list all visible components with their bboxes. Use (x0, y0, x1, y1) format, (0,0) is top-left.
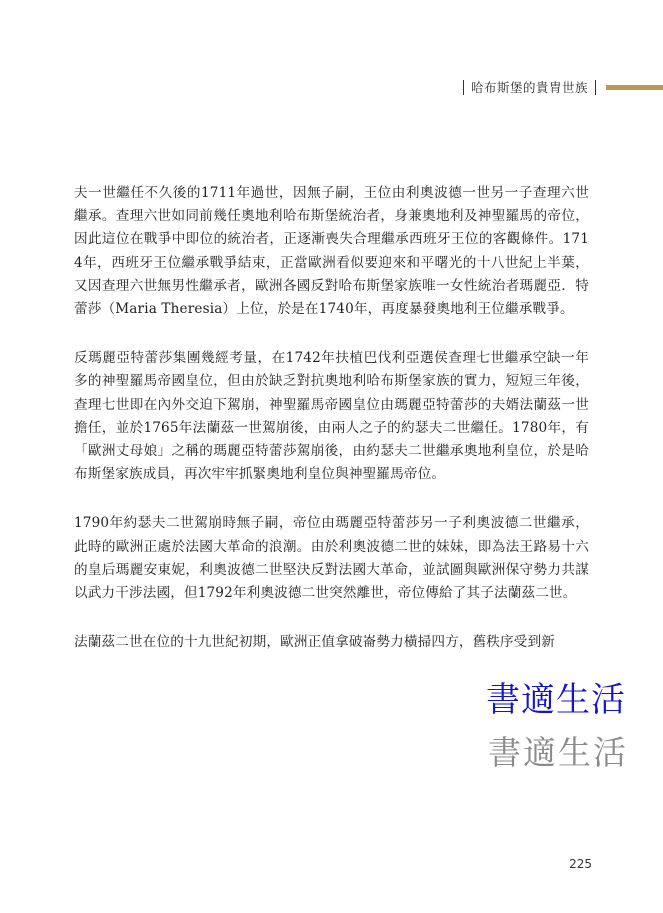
watermark-secondary: 書適生活 (488, 733, 628, 772)
body-text (74, 182, 589, 680)
paragraph-4: 法蘭茲二世在位的十九世紀初期，歐洲正值拿破崙勢力橫掃四方，舊秩序受到新 (74, 634, 556, 651)
page-number: 225 (569, 857, 592, 871)
running-header-title: 哈布斯堡的貴胄世族 (470, 80, 588, 95)
paragraph-1: 夫一世繼任不久後的1711年過世，因無子嗣，王位由利奧波德一世另一子查理六世繼承。查理六世如同前幾任奧地利哈布斯堡統治者，身兼奧地利及神聖羅馬的帝位，因此這位在戰爭中即位的統治者，正逐漸喪失合理繼承西班牙王位的客觀條件。1714年，西班牙王位繼承戰爭結束，正當歐洲看似要迎來和平曙光的十八世紀上半葉，又因查理六世無男性繼承者，歐洲各國反對哈布斯堡家族唯一女性統治者瑪麗亞．特蕾莎（Maria Theresia）上位，於是在1740年，再度暴發奧地利王位繼承戰爭。 (74, 185, 589, 318)
paragraph-3: 1790年約瑟夫二世駕崩時無子嗣，帝位由瑪麗亞特蕾莎另一子利奧波德二世繼承，此時的歐洲正處於法國大革命的浪潮。由於利奧波德二世的妹妹，即為法王路易十六的皇后瑪麗安東妮，利奧波德二世堅決反對法國大革命，並試圖與歐洲保守勢力共謀以武力干涉法國，但1792年利奧波德二世突然離世，帝位傳給了其子法蘭茲二世。 (74, 515, 589, 602)
running-header (463, 76, 663, 98)
paragraph-2: 反瑪麗亞特蕾莎集團幾經考量，在1742年扶植巴伐利亞選侯查理七世繼承空缺一年多的神聖羅馬帝國皇位，但由於缺乏對抗奧地利哈布斯堡家族的實力，短短三年後，查理七世即在內外交迫下駕崩，神聖羅馬帝國皇位由瑪麗亞特蕾莎的夫婿法蘭茲一世擔任，並於1765年法蘭茲一世駕崩後，由兩人之子的約瑟夫二世繼任。1780年，有「歐洲丈母娘」之稱的瑪麗亞特蕾莎駕崩後，由約瑟夫二世繼承奧地利皇位，於是哈布斯堡家族成員，再次牢牢抓緊奧地利皇位與神聖羅馬帝位。 (74, 350, 589, 483)
header-right-divider (595, 80, 596, 95)
watermark-primary: 書適生活 (486, 680, 626, 720)
header-accent-bar (606, 85, 663, 90)
